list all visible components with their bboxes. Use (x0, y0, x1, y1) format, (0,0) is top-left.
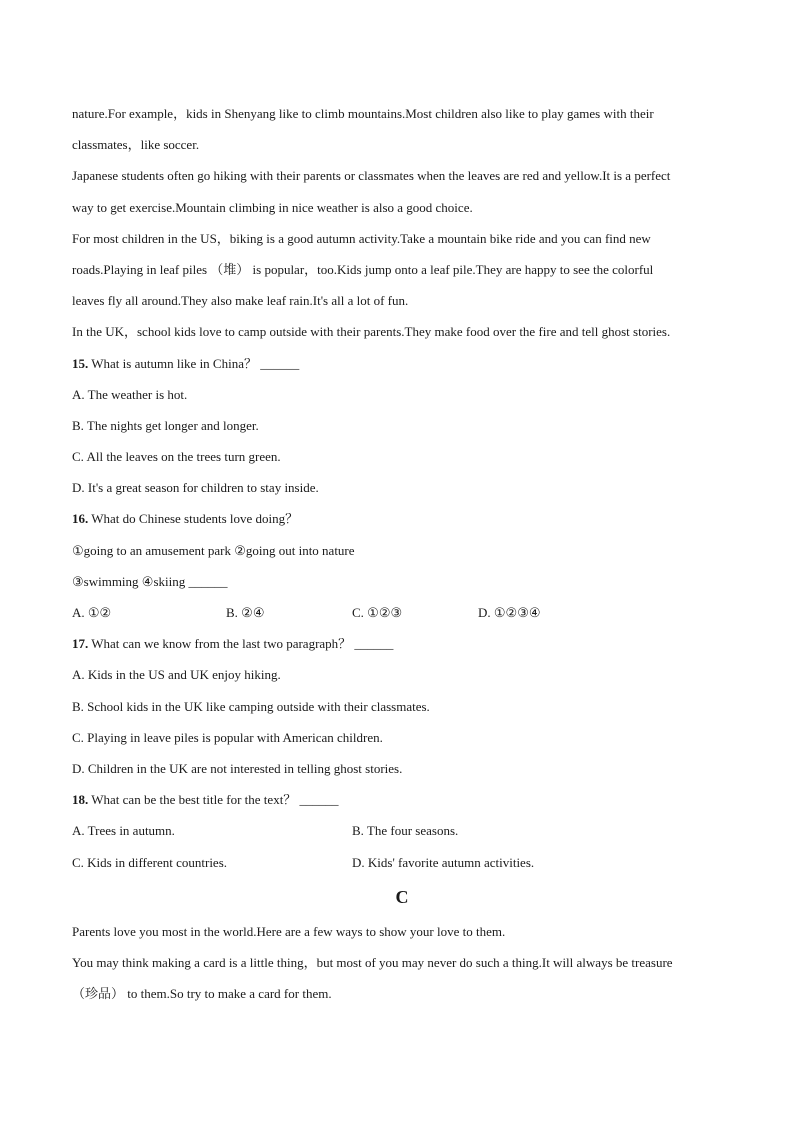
passage-line: （珍品） to them.So try to make a card for them. (72, 986, 332, 1002)
option-a: A. ①② (72, 605, 112, 620)
passage-c (72, 916, 732, 1010)
option-b: B. ②④ (226, 605, 265, 620)
question-stem (72, 503, 732, 534)
question-stem (72, 628, 732, 659)
passage-line: roads.Playing in leaf piles （堆） is popular，too.Kids jump onto a leaf pile.They are happy to see the colorful (72, 261, 654, 277)
passage-line: classmates，like soccer. (72, 137, 200, 153)
question-number: 17. (72, 636, 89, 652)
question-text: What can be the best title for the text？ ______ (88, 792, 339, 808)
passage-line: Japanese students often go hiking with their parents or classmates when the leaves are red and yellow.It is a perfect (72, 168, 671, 184)
question-stem (72, 348, 732, 379)
question-number: 15. (72, 355, 89, 371)
option-a: A. The weather is hot. (72, 386, 188, 402)
option-b: B. The nights get longer and longer. (72, 417, 259, 433)
passage-line: leaves fly all around.They also make leaf rain.It's all a lot of fun. (72, 293, 409, 309)
option-a: A. Trees in autumn. (72, 823, 175, 839)
question-16 (72, 503, 732, 628)
passage-line: way to get exercise.Mountain climbing in nice weather is also a good choice. (72, 199, 473, 215)
question-stem (72, 784, 732, 815)
option-row (72, 815, 732, 846)
option-c: C. ①②③ (352, 605, 403, 620)
option-d: D. Children in the UK are not interested in telling ghost stories. (72, 760, 403, 776)
passage-line: nature.For example，kids in Shenyang like to climb mountains.Most children also like to play games with their (72, 106, 654, 121)
document-page (72, 98, 732, 1009)
passage-b (72, 98, 732, 348)
option-d: D. Kids' favorite autumn activities. (352, 854, 535, 870)
question-text: What do Chinese students love doing？ (88, 511, 299, 527)
passage-line: You may think making a card is a little thing，but most of you may never do such a thing.It will always be treasure (72, 954, 673, 970)
question-number: 18. (72, 792, 89, 808)
option-b: B. School kids in the UK like camping outside with their classmates. (72, 698, 430, 714)
question-17 (72, 628, 732, 784)
option-c: C. Kids in different countries. (72, 854, 228, 870)
question-15 (72, 348, 732, 504)
question-text: What can we know from the last two paragraph？ ______ (88, 636, 394, 652)
option-row (72, 847, 732, 878)
passage-line: In the UK，school kids love to camp outside with their parents.They make food over the fire and tell ghost stories. (72, 324, 671, 340)
option-d: D. It's a great season for children to stay inside. (72, 480, 319, 496)
option-b: B. The four seasons. (352, 823, 459, 839)
question-number: 16. (72, 511, 89, 527)
passage-line: For most children in the US，biking is a good autumn activity.Take a mountain bike ride and you can find new (72, 230, 651, 246)
question-text: What is autumn like in China？ ______ (88, 355, 300, 371)
passage-line: Parents love you most in the world.Here are a few ways to show your love to them. (72, 923, 506, 939)
section-title: C (395, 886, 409, 907)
question-choices-line: ③swimming ④skiing ______ (72, 573, 228, 589)
option-a: A. Kids in the US and UK enjoy hiking. (72, 667, 281, 683)
option-c: C. Playing in leave piles is popular with American children. (72, 729, 383, 745)
option-d: D. ①②③④ (478, 605, 541, 620)
option-row (72, 597, 732, 628)
question-18 (72, 784, 732, 878)
question-choices-line: ①going to an amusement park ②going out into nature (72, 542, 355, 558)
option-c: C. All the leaves on the trees turn green. (72, 449, 281, 465)
